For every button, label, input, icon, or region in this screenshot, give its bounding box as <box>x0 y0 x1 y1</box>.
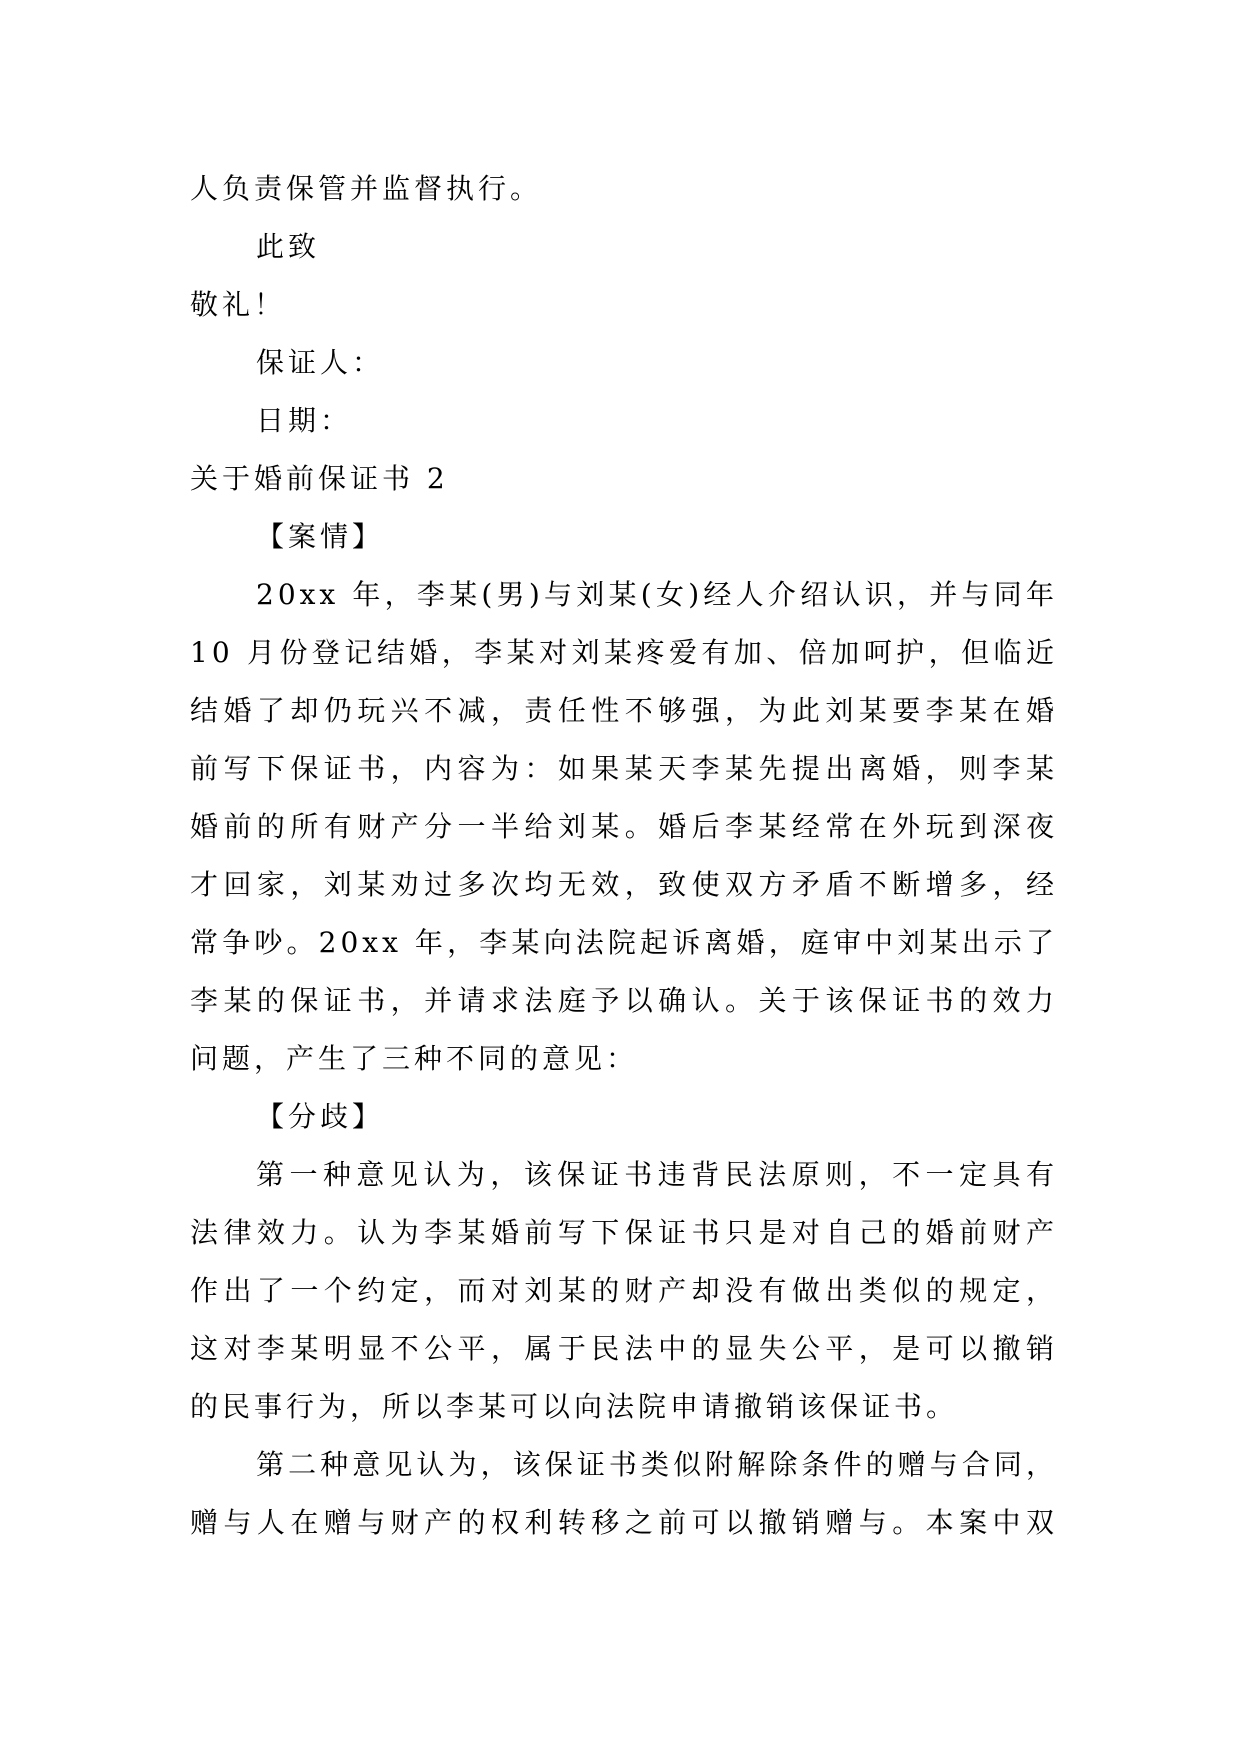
text-line: 作出了一个约定，而对刘某的财产却没有做出类似的规定， <box>190 1274 1058 1307</box>
document-body <box>190 160 1058 1552</box>
text-line: 第一种意见认为，该保证书违背民法原则，不一定具有 <box>256 1158 1058 1191</box>
date-label: 日期： <box>256 404 353 437</box>
dispute-heading: 【分歧】 <box>256 1100 385 1133</box>
closing-respect-line: 敬礼！ <box>190 288 287 321</box>
text-line: 前写下保证书，内容为：如果某天李某先提出离婚，则李某 <box>190 752 1058 785</box>
text-line: 问题，产生了三种不同的意见： <box>190 1042 639 1075</box>
text-line: 常争吵。20xx 年，李某向法院起诉离婚，庭审中刘某出示了 <box>190 926 1058 959</box>
closing-salutation-line: 此致 <box>256 230 321 263</box>
section-title: 关于婚前保证书 2 <box>190 462 449 495</box>
text-line: 10 月份登记结婚，李某对刘某疼爱有加、倍加呵护，但临近 <box>190 636 1058 669</box>
text-line: 婚前的所有财产分一半给刘某。婚后李某经常在外玩到深夜 <box>190 810 1058 843</box>
text-line: 结婚了却仍玩兴不减，责任性不够强，为此刘某要李某在婚 <box>190 694 1058 727</box>
guarantor-label: 保证人： <box>256 346 385 379</box>
text-line: 这对李某明显不公平，属于民法中的显失公平，是可以撤销 <box>190 1332 1058 1365</box>
text-line: 的民事行为，所以李某可以向法院申请撤销该保证书。 <box>190 1390 959 1423</box>
case-heading: 【案情】 <box>256 520 385 553</box>
text-line: 20xx 年，李某(男)与刘某(女)经人介绍认识，并与同年 <box>256 578 1058 611</box>
text-line: 第二种意见认为，该保证书类似附解除条件的赠与合同， <box>256 1448 1058 1481</box>
text-line: 赠与人在赠与财产的权利转移之前可以撤销赠与。本案中双 <box>190 1506 1058 1539</box>
text-line: 才回家，刘某劝过多次均无效，致使双方矛盾不断增多，经 <box>190 868 1058 901</box>
text-line: 法律效力。认为李某婚前写下保证书只是对自己的婚前财产 <box>190 1216 1058 1249</box>
text-line: 人负责保管并监督执行。 <box>190 172 543 205</box>
text-line: 李某的保证书，并请求法庭予以确认。关于该保证书的效力 <box>190 984 1058 1017</box>
